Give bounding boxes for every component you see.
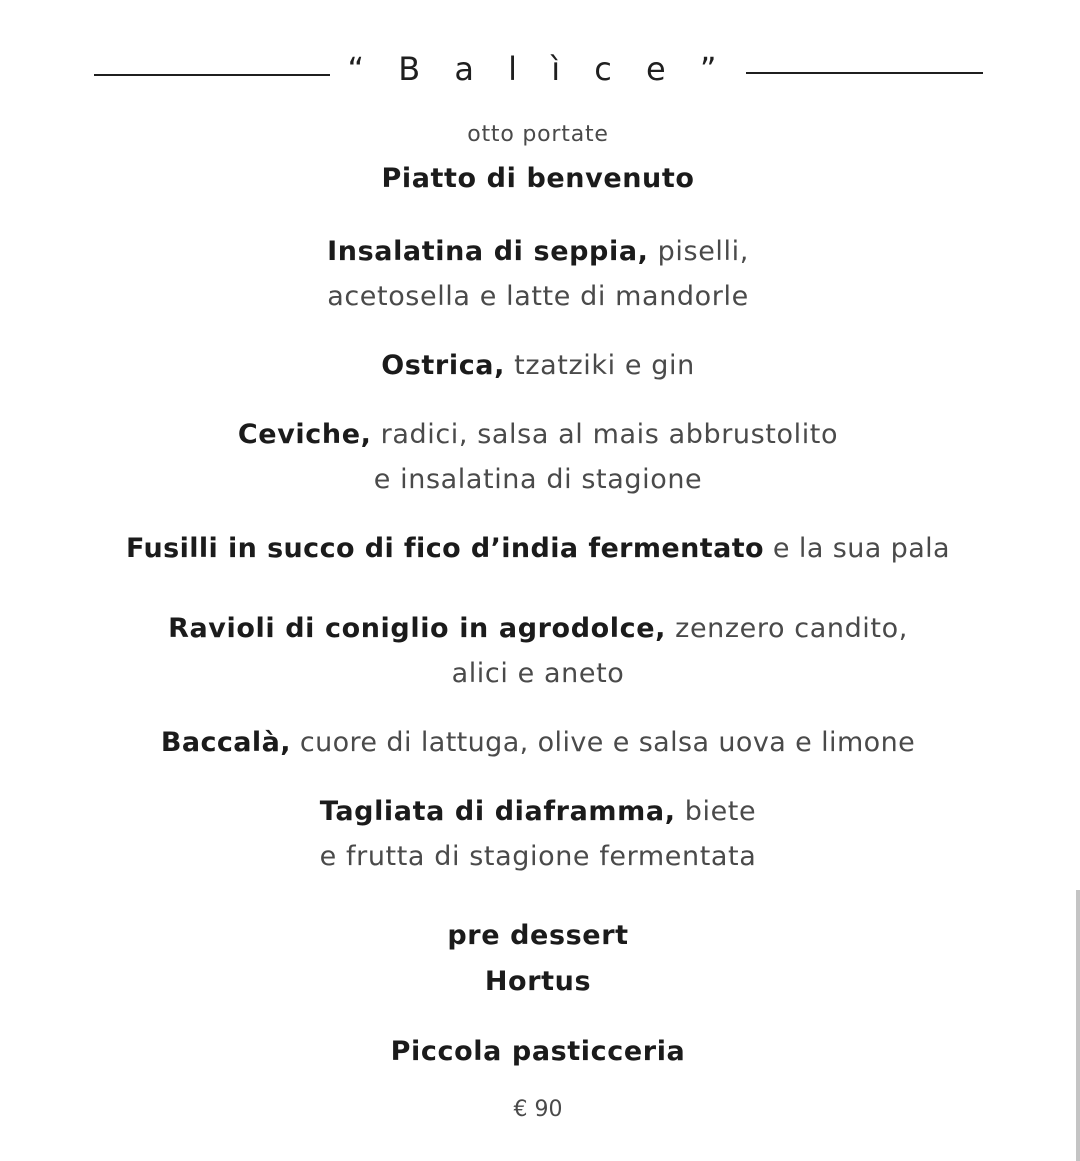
course-insalatina-di-seppia-line-2 xyxy=(0,280,1076,314)
course-name: Piccola pasticceria xyxy=(390,1036,686,1067)
course-description: zenzero candito, xyxy=(666,613,908,644)
course-description: biete xyxy=(675,796,757,827)
course-insalatina-di-seppia xyxy=(0,235,1076,269)
course-name: pre dessert xyxy=(447,920,629,951)
course-hortus xyxy=(0,965,1076,999)
course-tagliata-di-diaframma xyxy=(0,795,1076,829)
menu-price: € 90 xyxy=(513,1097,563,1122)
course-name: Fusilli in succo di fico d’india fermentato xyxy=(125,533,764,564)
course-description: radici, salsa al mais abbrustolito xyxy=(371,419,839,450)
course-name: Ostrica, xyxy=(381,350,505,381)
course-description: alici e aneto xyxy=(451,658,625,689)
course-ravioli-di-coniglio-line-2 xyxy=(0,657,1076,691)
course-description: acetosella e latte di mandorle xyxy=(327,281,749,312)
course-ravioli-di-coniglio xyxy=(0,612,1076,646)
course-name: Hortus xyxy=(484,966,592,997)
course-description: e insalatina di stagione xyxy=(373,464,703,495)
course-fusilli xyxy=(0,532,1076,566)
course-pre-dessert xyxy=(0,919,1076,953)
course-tagliata-di-diaframma-line-2 xyxy=(0,840,1076,874)
course-name: Ceviche, xyxy=(237,419,372,450)
menu-subtitle: otto portate xyxy=(467,122,609,147)
course-baccala xyxy=(0,726,1076,760)
course-name: Baccalà, xyxy=(160,727,291,758)
course-description: tzatziki e gin xyxy=(504,350,695,381)
course-piccola-pasticceria xyxy=(0,1035,1076,1069)
course-piatto-di-benvenuto xyxy=(0,162,1076,196)
course-name: Tagliata di diaframma, xyxy=(319,796,676,827)
course-name: Piatto di benvenuto xyxy=(381,163,695,194)
course-ceviche-line-2 xyxy=(0,463,1076,497)
course-description: e frutta di stagione fermentata xyxy=(319,841,757,872)
course-name: Ravioli di coniglio in agrodolce, xyxy=(168,613,666,644)
menu-title: “ B a l ì c e ” xyxy=(347,50,729,88)
course-ceviche xyxy=(0,418,1076,452)
course-description: e la sua pala xyxy=(763,533,950,564)
course-ostrica xyxy=(0,349,1076,383)
course-description: cuore di lattuga, olive e salsa uova e limone xyxy=(290,727,916,758)
course-name: Insalatina di seppia, xyxy=(327,236,649,267)
course-description: piselli, xyxy=(648,236,749,267)
scrollbar[interactable] xyxy=(1076,890,1080,1161)
